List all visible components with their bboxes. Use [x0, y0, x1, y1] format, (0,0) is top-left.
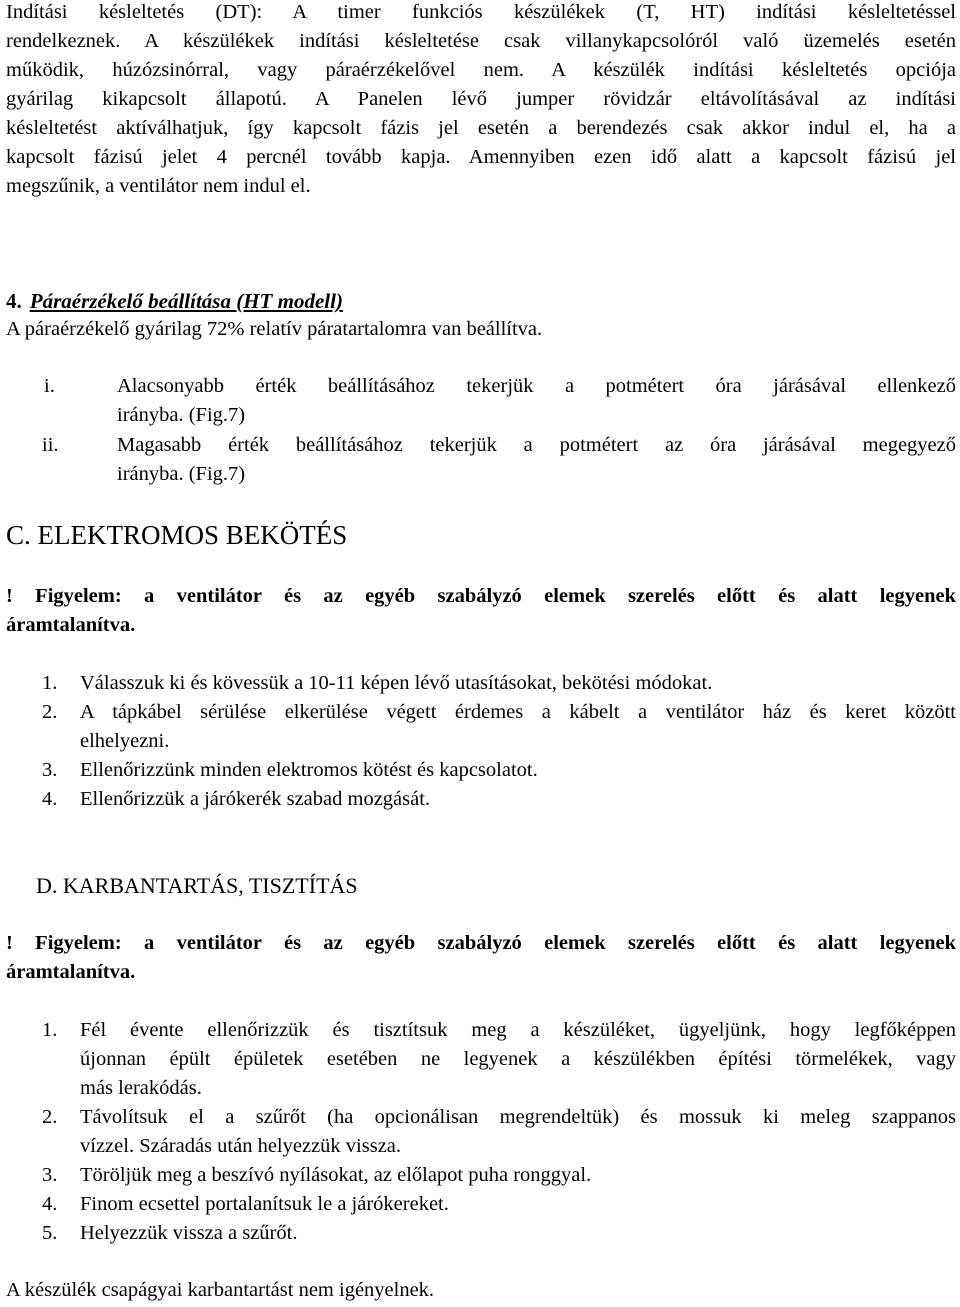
list-item-line: elhelyezni.	[80, 730, 170, 752]
list-marker: 4.	[42, 1193, 58, 1215]
section-c-heading: C. ELEKTROMOS BEKÖTÉS	[6, 520, 348, 550]
warning-line: áramtalanítva.	[6, 614, 136, 636]
intro-line: késleltetést aktíválhatjuk, így kapcsolt fázis jel esetén a berendezés csak akkor indul el, ha a	[6, 117, 956, 139]
section-d-warning	[6, 929, 956, 987]
list-item-line: más lerakódás.	[80, 1077, 202, 1099]
list-marker: 5.	[42, 1222, 58, 1244]
humidity-description: A páraérzékelő gyárilag 72% relatív páratartalomra van beállítva.	[6, 318, 543, 340]
warning-line: ! Figyelem: a ventilátor és az egyéb szabályzó elemek szerelés előtt és alatt legyenek	[6, 585, 956, 607]
humidity-heading-title: Páraérzékelő beállítása (HT modell)	[29, 289, 343, 313]
list-item-line: vízzel. Száradás után helyezzük vissza.	[80, 1135, 402, 1157]
list-item-line: irányba. (Fig.7)	[117, 463, 246, 485]
section-c-warning	[6, 582, 956, 640]
list-marker: 1.	[42, 672, 58, 694]
list-item-line: A tápkábel sérülése elkerülése végett érdemes a kábelt a ventilátor ház és keret között	[80, 701, 956, 723]
list-item-line: újonnan épült épületek esetében ne legyenek a készülékben építési törmelékek, vagy	[80, 1048, 956, 1070]
list-item-line: Töröljük meg a beszívó nyílásokat, az előlapot puha ronggyal.	[80, 1164, 592, 1186]
warning-line: áramtalanítva.	[6, 961, 136, 983]
intro-paragraph	[6, 0, 956, 201]
list-marker: 3.	[42, 1164, 58, 1186]
list-marker: 3.	[42, 759, 58, 781]
humidity-heading-number: 4.	[6, 289, 22, 313]
intro-line: rendelkeznek. A készülékek indítási késleltetése csak villanykapcsolóról való üzemelés esetén	[6, 30, 956, 52]
humidity-heading	[6, 287, 956, 316]
list-marker: 4.	[42, 788, 58, 810]
intro-line: megszűnik, a ventilátor nem indul el.	[6, 175, 311, 197]
intro-line: működik, húzózsinórral, vagy páraérzékelővel nem. A készülék indítási késleltetés opciója	[6, 59, 956, 81]
list-marker: 1.	[42, 1019, 58, 1041]
list-marker: 2.	[42, 701, 58, 723]
list-item-line: Finom ecsettel portalanítsuk le a járókereket.	[80, 1193, 449, 1215]
section-d-footer: A készülék csapágyai karbantartást nem igényelnek.	[6, 1279, 435, 1301]
list-marker: i.	[44, 375, 55, 397]
list-item-line: Ellenőrizzünk minden elektromos kötést és kapcsolatot.	[80, 759, 538, 781]
intro-line: Indítási késleltetés (DT): A timer funkciós készülékek (T, HT) indítási késleltetéssel	[6, 1, 956, 23]
list-item-line: Ellenőrizzük a járókerék szabad mozgását.	[80, 788, 431, 810]
intro-line: gyárilag kikapcsolt állapotú. A Panelen lévő jumper rövidzár eltávolításával az indítási	[6, 88, 956, 110]
section-d-heading: D. KARBANTARTÁS, TISZTÍTÁS	[36, 873, 358, 898]
list-marker: 2.	[42, 1106, 58, 1128]
intro-line: kapcsolt fázisú jelet 4 percnél tovább kapja. Amennyiben ezen idő alatt a kapcsolt fázisú jel	[6, 146, 956, 168]
list-item-line: Magasabb érték beállításához tekerjük a potmétert az óra járásával megegyező	[117, 434, 956, 456]
list-item-line: irányba. (Fig.7)	[117, 404, 246, 426]
list-item-line: Távolítsuk el a szűrőt (ha opcionálisan megrendeltük) és mossuk ki meleg szappanos	[80, 1106, 956, 1128]
list-item-line: Válasszuk ki és kövessük a 10-11 képen lévő utasításokat, bekötési módokat.	[80, 672, 713, 694]
list-item-line: Fél évente ellenőrizzük és tisztítsuk meg a készüléket, ügyeljünk, hogy legfőképpen	[80, 1019, 956, 1041]
list-marker: ii.	[42, 434, 59, 456]
list-item-line: Alacsonyabb érték beállításához tekerjük a potmétert óra járásával ellenkező	[117, 375, 956, 397]
list-item-line: Helyezzük vissza a szűrőt.	[80, 1222, 298, 1244]
warning-line: ! Figyelem: a ventilátor és az egyéb szabályzó elemek szerelés előtt és alatt legyenek	[6, 932, 956, 954]
